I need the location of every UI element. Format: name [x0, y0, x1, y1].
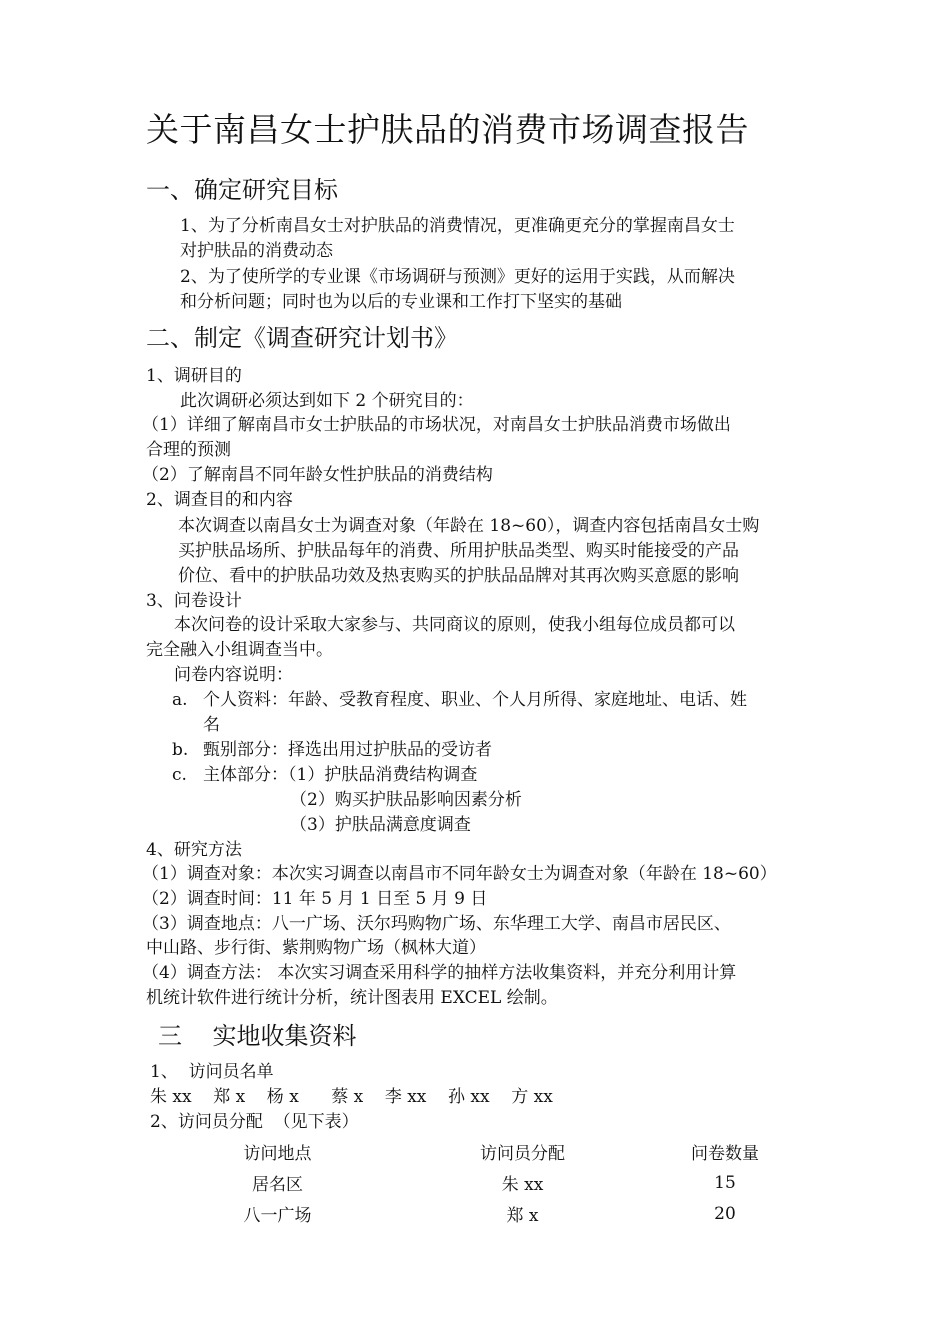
- interviewer-names: 朱 xx 郑 x 杨 x 蔡 x 李 xx 孙 xx 方 xx: [150, 1087, 553, 1107]
- design-line-2: 完全融入小组调查当中。: [146, 640, 333, 660]
- cell-interviewer: 朱 xx: [501, 1175, 544, 1195]
- questionnaire-note: 问卷内容说明：: [174, 665, 293, 685]
- goal-2-line-1: 2、为了使所学的专业课《市场调研与预测》更好的运用于实践，从而解决: [180, 267, 735, 287]
- header-location: 访问地点: [243, 1144, 312, 1164]
- subsection-2-1-title: 1、调研目的: [146, 366, 242, 386]
- section-1-heading: 一、确定研究目标: [146, 176, 338, 204]
- assignment-table: [150, 1136, 810, 1229]
- subsection-3-2-title: 2、访问员分配 （见下表）: [150, 1112, 359, 1132]
- content-line-3: 价位、看中的护肤品功效及热衷购买的护肤品品牌对其再次购买意愿的影响: [178, 566, 739, 586]
- list-a-line-2: 名: [203, 715, 220, 735]
- header-interviewer: 访问员分配: [480, 1144, 565, 1164]
- table-row: [150, 1198, 810, 1229]
- subsection-2-4-title: 4、研究方法: [146, 840, 242, 860]
- cell-location: 八一广场: [243, 1206, 312, 1226]
- cell-location: 居名区: [252, 1175, 303, 1195]
- goal-1-line-1: 1、为了分析南昌女士对护肤品的消费情况，更准确更充分的掌握南昌女士: [180, 216, 735, 236]
- list-c-marker: c.: [172, 765, 187, 785]
- design-line-1: 本次问卷的设计采取大家参与、共同商议的原则，使我小组每位成员都可以: [174, 615, 735, 635]
- subsection-3-1-title: 1、 访问员名单: [150, 1062, 274, 1082]
- list-c-line-3: （3）护肤品满意度调查: [290, 815, 471, 835]
- cell-count: 20: [714, 1203, 736, 1224]
- purpose-intro: 此次调研必须达到如下 2 个研究目的：: [180, 391, 474, 411]
- list-a-line-1: 个人资料：年龄、受教育程度、职业、个人月所得、家庭地址、电话、姓: [203, 690, 747, 710]
- list-c-line-1: 主体部分：（1）护肤品消费结构调查: [203, 765, 478, 785]
- purpose-1-line-2: 合理的预测: [146, 440, 231, 460]
- goal-2-line-2: 和分析问题；同时也为以后的专业课和工作打下坚实的基础: [180, 292, 622, 312]
- subsection-2-3-title: 3、问卷设计: [146, 591, 242, 611]
- subsection-2-2-title: 2、调查目的和内容: [146, 490, 293, 510]
- method-subject: （1）调查对象：本次实习调查以南昌市不同年龄女士为调查对象（年龄在 18~60）: [142, 864, 777, 884]
- purpose-2: （2）了解南昌不同年龄女性护肤品的消费结构: [142, 465, 493, 485]
- section-2-heading: 二、制定《调查研究计划书》: [146, 324, 458, 352]
- table-header-row: [150, 1136, 810, 1167]
- list-b-line-1: 甄别部分：择选出用过护肤品的受访者: [203, 740, 492, 760]
- method-time: （2）调查时间：11 年 5 月 1 日至 5 月 9 日: [142, 889, 488, 909]
- table-row: [150, 1167, 810, 1198]
- purpose-1-line-1: （1）详细了解南昌市女士护肤品的市场状况，对南昌女士护肤品消费市场做出: [142, 415, 731, 435]
- content-line-2: 买护肤品场所、护肤品每年的消费、所用护肤品类型、购买时能接受的产品: [178, 541, 739, 561]
- goal-1-line-2: 对护肤品的消费动态: [180, 241, 333, 261]
- method-approach-line-1: （4）调查方法： 本次实习调查采用科学的抽样方法收集资料，并充分利用计算: [142, 963, 737, 983]
- section-3-heading: 三 实地收集资料: [158, 1022, 357, 1050]
- method-approach-line-2: 机统计软件进行统计分析，统计图表用 EXCEL 绘制。: [146, 988, 558, 1008]
- document-title: 关于南昌女士护肤品的消费市场调查报告: [146, 110, 749, 149]
- cell-count: 15: [714, 1172, 736, 1193]
- cell-interviewer: 郑 x: [506, 1206, 539, 1226]
- method-location-line-1: （3）调查地点：八一广场、沃尔玛购物广场、东华理工大学、南昌市居民区、: [142, 914, 731, 934]
- content-line-1: 本次调查以南昌女士为调查对象（年龄在 18~60），调查内容包括南昌女士购: [178, 516, 760, 536]
- header-count: 问卷数量: [691, 1144, 759, 1164]
- method-location-line-2: 中山路、步行街、紫荆购物广场（枫林大道）: [146, 938, 486, 958]
- list-a-marker: a.: [172, 690, 188, 710]
- list-c-line-2: （2）购买护肤品影响因素分析: [290, 790, 522, 810]
- list-b-marker: b.: [172, 740, 189, 760]
